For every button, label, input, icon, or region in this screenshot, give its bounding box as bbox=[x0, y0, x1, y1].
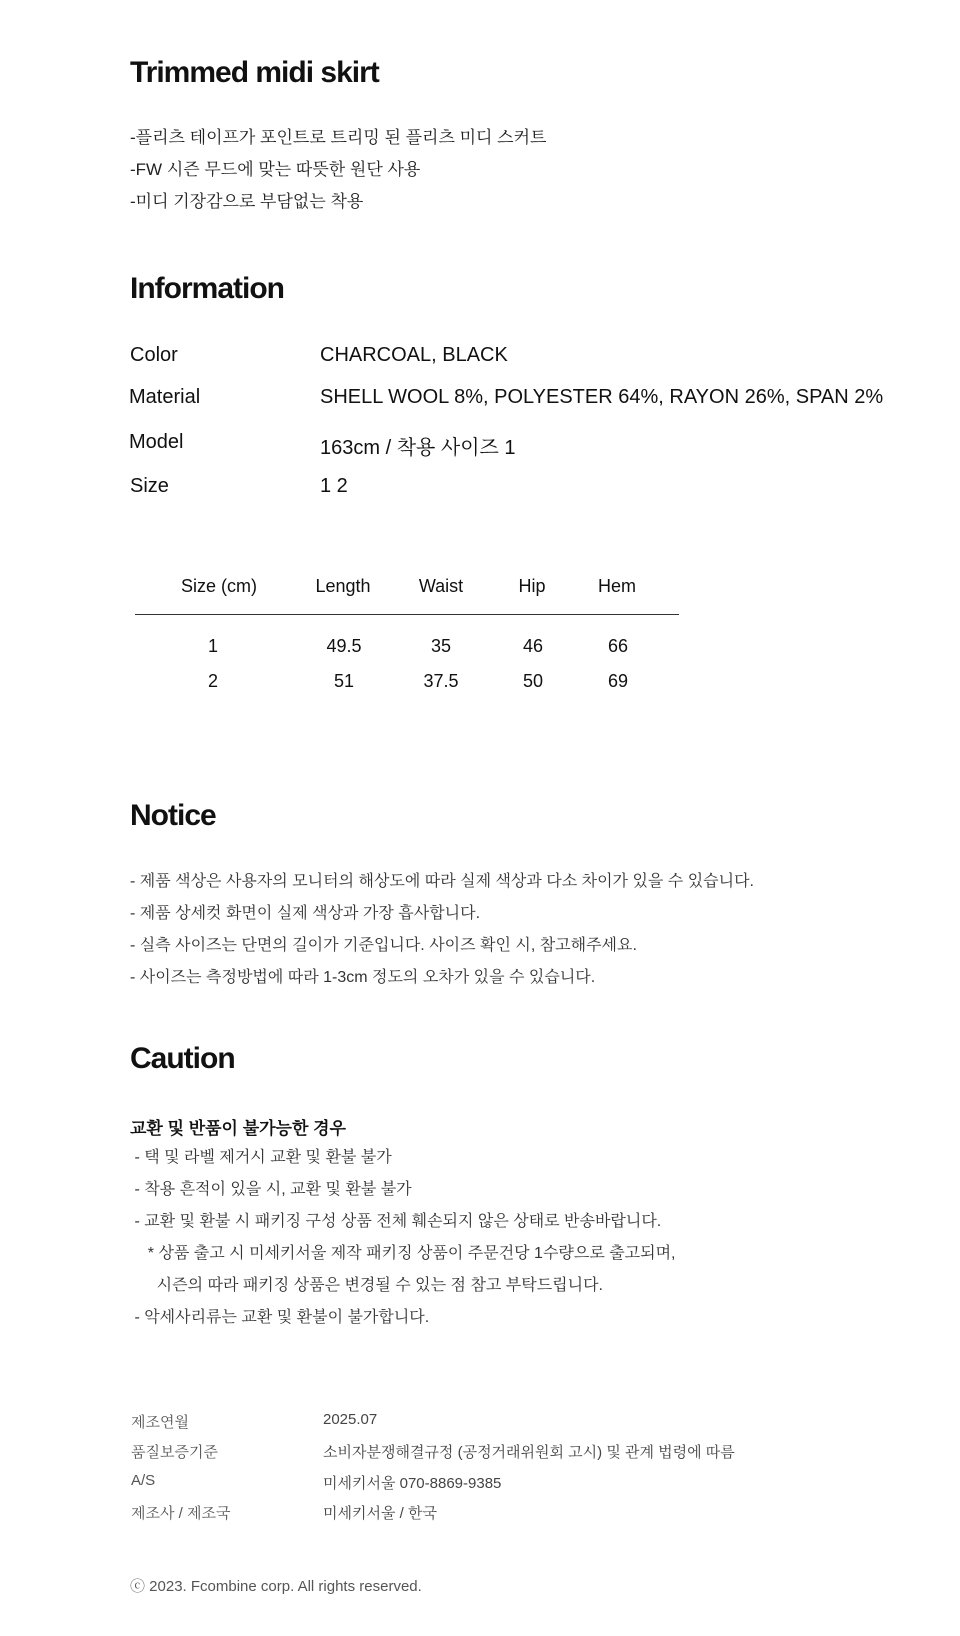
size-table-cell: 66 bbox=[607, 636, 629, 656]
info-model-label: Model bbox=[129, 431, 184, 453]
size-table-cell: 49.5 bbox=[326, 636, 362, 656]
notice-line: - 사이즈는 측정방법에 따라 1-3cm 정도의 오차가 있을 수 있습니다. bbox=[130, 969, 596, 986]
info-model-value: 163cm / 착용 사이즈 1 bbox=[320, 437, 516, 459]
footer-label: 제조연월 bbox=[131, 1414, 189, 1431]
size-table-header: Hip bbox=[518, 576, 546, 596]
info-size-value: 1 2 bbox=[320, 475, 348, 497]
size-table-header: Waist bbox=[418, 576, 464, 596]
size-table-cell: 69 bbox=[607, 671, 629, 691]
notice-line: - 제품 색상은 사용자의 모니터의 해상도에 따라 실제 색상과 다소 차이가 있을 수 있습니다. bbox=[130, 873, 754, 890]
size-table-cell: 35 bbox=[430, 636, 452, 656]
footer-value: 미세키서울 070-8869-9385 bbox=[323, 1475, 502, 1492]
footer-label: 제조사 / 제조국 bbox=[131, 1505, 231, 1522]
size-table-cell: 2 bbox=[207, 671, 218, 691]
size-table-header: Size (cm) bbox=[181, 576, 257, 596]
size-table-cell: 51 bbox=[333, 671, 355, 691]
caution-line: * 상품 출고 시 미세키서울 제작 패키징 상품이 주문건당 1수량으로 출고되며, bbox=[130, 1245, 676, 1262]
caution-line: - 택 및 라벨 제거시 교환 및 환불 불가 bbox=[130, 1149, 392, 1166]
info-material-value: SHELL WOOL 8%, POLYESTER 64%, RAYON 26%, SPAN 2% bbox=[320, 386, 884, 408]
footer-label: A/S bbox=[131, 1472, 156, 1489]
notice-line: - 제품 상세컷 화면이 실제 색상과 가장 흡사합니다. bbox=[130, 905, 481, 922]
caution-line: - 교환 및 환불 시 패키징 구성 상품 전체 훼손되지 않은 상태로 반송바랍니다. bbox=[130, 1213, 662, 1230]
notice-heading: Notice bbox=[130, 799, 216, 832]
size-table-cell: 46 bbox=[522, 636, 544, 656]
footer-label: 품질보증기준 bbox=[131, 1444, 218, 1461]
footer-value: 2025.07 bbox=[323, 1411, 378, 1428]
caution-line: - 착용 흔적이 있을 시, 교환 및 환불 불가 bbox=[130, 1181, 412, 1198]
info-color-label: Color bbox=[130, 344, 178, 366]
size-table-header: Length bbox=[315, 576, 371, 596]
product-title: Trimmed midi skirt bbox=[130, 56, 379, 89]
copyright-text: ⓒ 2023. Fcombine corp. All rights reserved. bbox=[130, 1578, 422, 1595]
information-heading: Information bbox=[130, 272, 284, 305]
product-bullet: -플리츠 테이프가 포인트로 트리밍 된 플리츠 미디 스커트 bbox=[130, 128, 547, 147]
product-bullet: -미디 기장감으로 부담없는 착용 bbox=[130, 192, 364, 211]
caution-line: 시즌의 따라 패키징 상품은 변경될 수 있는 점 참고 부탁드립니다. bbox=[130, 1277, 603, 1294]
caution-line: - 악세사리류는 교환 및 환불이 불가합니다. bbox=[130, 1309, 430, 1326]
size-table-header: Hem bbox=[597, 576, 636, 596]
caution-heading: Caution bbox=[130, 1042, 235, 1075]
info-color-value: CHARCOAL, BLACK bbox=[320, 344, 508, 366]
product-bullet: -FW 시즌 무드에 맞는 따뜻한 원단 사용 bbox=[130, 160, 421, 179]
notice-line: - 실측 사이즈는 단면의 길이가 기준입니다. 사이즈 확인 시, 참고해주세요. bbox=[130, 937, 637, 954]
info-material-label: Material bbox=[129, 386, 201, 408]
footer-value: 소비자분쟁해결규정 (공정거래위원회 고시) 및 관계 법령에 따름 bbox=[323, 1444, 735, 1461]
caution-subtitle: 교환 및 반품이 불가능한 경우 bbox=[130, 1119, 346, 1138]
footer-value: 미세키서울 / 한국 bbox=[323, 1505, 437, 1522]
info-size-label: Size bbox=[130, 475, 169, 497]
size-table-divider bbox=[135, 614, 679, 615]
size-table-cell: 1 bbox=[207, 636, 218, 656]
size-table-cell: 37.5 bbox=[423, 671, 459, 691]
size-table-cell: 50 bbox=[522, 671, 544, 691]
